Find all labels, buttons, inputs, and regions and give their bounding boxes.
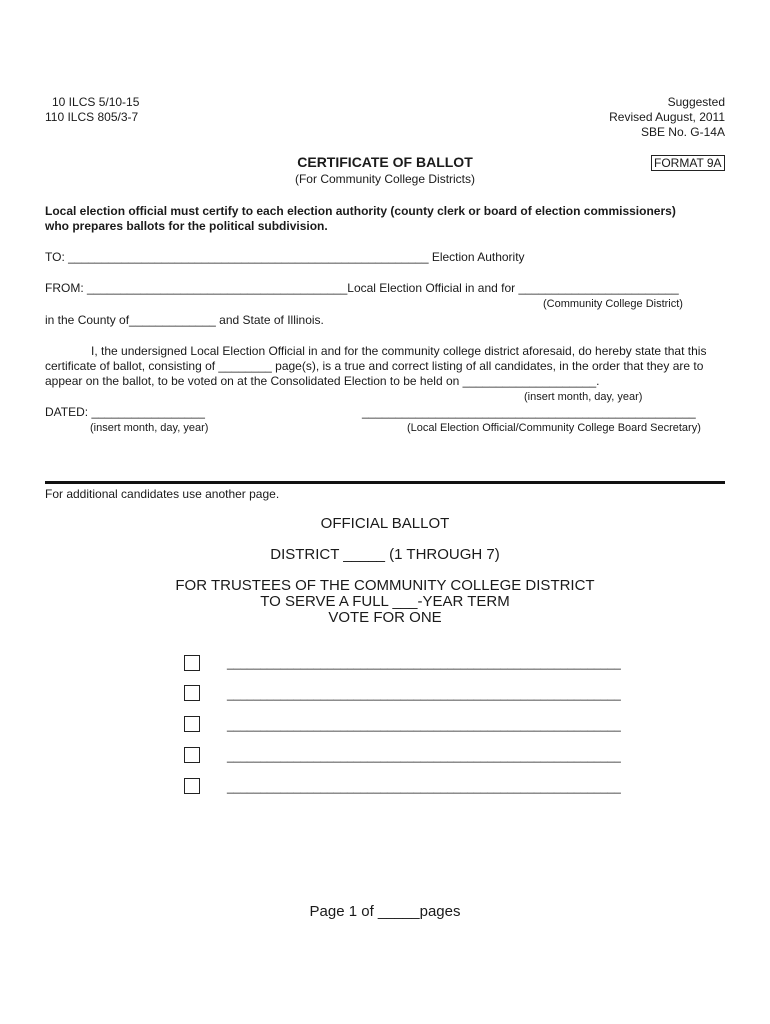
candidate-checkbox[interactable]	[184, 747, 200, 763]
dated-caption: (insert month, day, year)	[90, 422, 209, 434]
district-caption: (Community College District)	[543, 298, 683, 310]
form-number: SBE No. G-14A	[640, 125, 725, 139]
candidate-checkbox[interactable]	[184, 778, 200, 794]
candidate-name-line[interactable]: ___________________________________________________________	[227, 687, 621, 701]
statute-citation-2: 110 ILCS 805/3-7	[45, 110, 139, 124]
county-field[interactable]: in the County of_____________ and State of Illinois.	[45, 313, 324, 327]
revised-date: Revised August, 2011	[609, 110, 725, 124]
section-divider	[45, 481, 725, 484]
certification-text-1: I, the undersigned Local Election Official in and for the community college district aforesaid, do hereby state that this	[91, 344, 707, 358]
ballot-district[interactable]: DISTRICT _____ (1 THROUGH 7)	[270, 546, 500, 563]
page-subtitle: (For Community College Districts)	[294, 172, 476, 186]
ballot-office-line-1: FOR TRUSTEES OF THE COMMUNITY COLLEGE DISTRICT	[175, 577, 595, 594]
candidate-checkbox[interactable]	[184, 655, 200, 671]
instruction-line-1: Local election official must certify to each election authority (county clerk or board of election commissioners)	[45, 204, 676, 218]
page-title: CERTIFICATE OF BALLOT	[297, 154, 473, 170]
signature-caption: (Local Election Official/Community College Board Secretary)	[407, 422, 701, 434]
statute-citation-1: 10 ILCS 5/10-15	[52, 95, 140, 109]
ballot-vote-for: VOTE FOR ONE	[328, 609, 442, 626]
dated-field[interactable]: DATED: _________________	[45, 405, 205, 419]
format-badge: FORMAT 9A	[651, 155, 725, 171]
candidate-name-line[interactable]: ___________________________________________________________	[227, 749, 621, 763]
ballot-heading: OFFICIAL BALLOT	[320, 515, 450, 532]
candidate-name-line[interactable]: ___________________________________________________________	[227, 718, 621, 732]
certification-text-3: appear on the ballot, to be voted on at the Consolidated Election to be held on ____________________.	[45, 374, 600, 388]
from-field[interactable]: FROM: _______________________________________Local Election Official in and for ________________________	[45, 281, 679, 295]
candidate-name-line[interactable]: ___________________________________________________________	[227, 656, 621, 670]
signature-field[interactable]: __________________________________________________	[362, 405, 696, 419]
certification-text-2: certificate of ballot, consisting of ________ page(s), is a true and correct listing of all candidates, in the order that they are to	[45, 359, 704, 373]
candidate-checkbox[interactable]	[184, 716, 200, 732]
page-count: Page 1 of _____pages	[309, 903, 461, 920]
candidate-checkbox[interactable]	[184, 685, 200, 701]
ballot-office-line-2[interactable]: TO SERVE A FULL ___-YEAR TERM	[260, 593, 510, 610]
candidate-name-line[interactable]: ___________________________________________________________	[227, 780, 621, 794]
instruction-line-2: who prepares ballots for the political subdivision.	[45, 219, 328, 233]
to-field[interactable]: TO: ______________________________________________________ Election Authority	[45, 250, 525, 264]
additional-candidates-note: For additional candidates use another page.	[45, 487, 280, 501]
election-date-caption: (insert month, day, year)	[524, 391, 643, 403]
suggested-label: Suggested	[667, 95, 725, 109]
